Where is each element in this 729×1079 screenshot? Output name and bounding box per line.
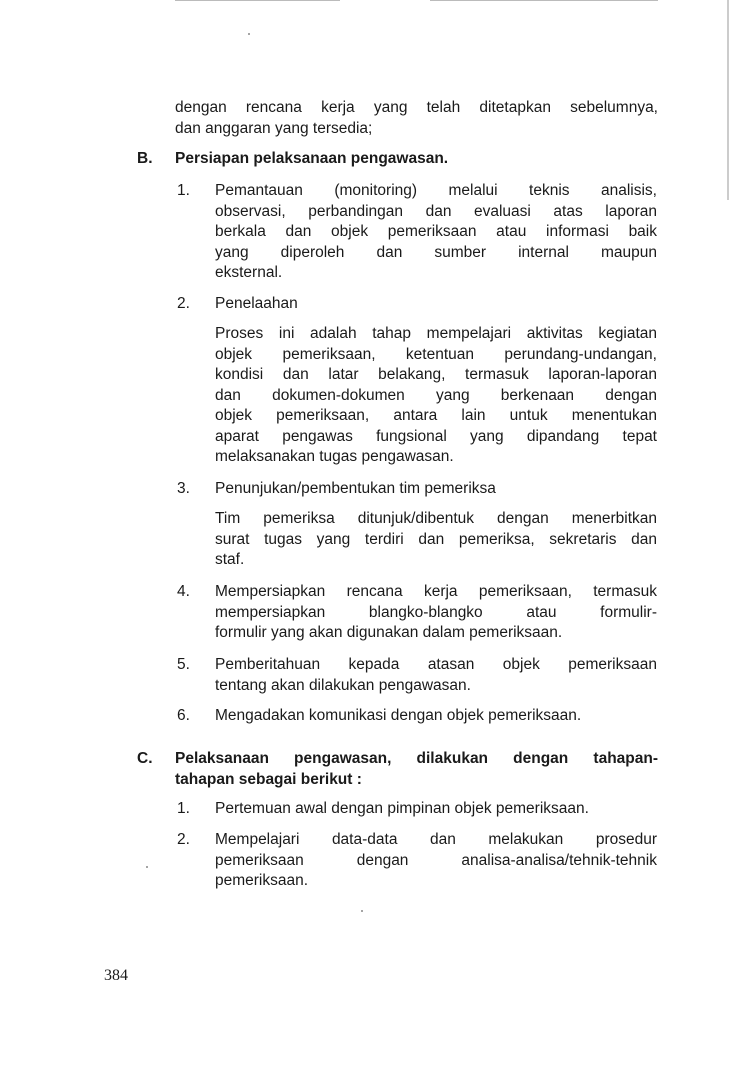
item-number: 2. xyxy=(177,831,190,848)
list-item-b5 xyxy=(215,655,657,696)
section-c-letter: C. xyxy=(137,750,153,767)
text-line: observasi, perbandingan dan evaluasi atas laporan xyxy=(215,202,657,220)
list-item-b2-body xyxy=(215,324,657,468)
text-line: Pemantauan (monitoring) melalui teknis analisis, xyxy=(215,182,657,199)
text-line: Tim pemeriksa ditunjuk/dibentuk dengan menerbitkan xyxy=(215,510,657,527)
text-line: Pemberitahuan kepada atasan objek pemeriksaan xyxy=(215,656,657,673)
text-line: staf. xyxy=(215,551,245,568)
text-line: aparat pengawas fungsional yang dipandang tepat xyxy=(215,427,657,445)
text-line: tentang akan dilakukan pengawasan. xyxy=(215,676,471,694)
text-line: berkala dan objek pemeriksaan atau informasi baik xyxy=(215,223,657,240)
text-line: dan dokumen-dokumen yang berkenaan dengan xyxy=(215,386,657,404)
item-number: 1. xyxy=(177,182,190,199)
item-number: 6. xyxy=(177,707,190,724)
scan-speck xyxy=(361,910,363,912)
text-line: objek pemeriksaan, ketentuan perundang-undangan, xyxy=(215,345,657,363)
text-line: dengan rencana kerja yang telah ditetapkan sebelumnya, xyxy=(175,99,658,116)
text-line: Pertemuan awal dengan pimpinan objek pemeriksaan. xyxy=(215,800,589,817)
top-scan-line-right xyxy=(430,0,658,1)
scan-speck xyxy=(146,866,148,868)
text-line: pemeriksaan. xyxy=(215,872,309,889)
item-number: 3. xyxy=(177,480,190,497)
intro-paragraph xyxy=(175,98,658,139)
item-number: 2. xyxy=(177,295,190,312)
item-number: 4. xyxy=(177,583,190,600)
list-item-c1 xyxy=(215,799,657,820)
text-line: pemeriksaan dengan analisa-analisa/tehnik-tehnik xyxy=(215,851,657,869)
text-line: Mengadakan komunikasi dengan objek pemeriksaan. xyxy=(215,707,582,724)
text-line: Mempelajari data-data dan melakukan prosedur xyxy=(215,831,657,848)
text-line: dan anggaran yang tersedia; xyxy=(175,119,373,137)
text-line: tahapan sebagai berikut : xyxy=(175,770,362,788)
section-c-heading xyxy=(175,749,658,790)
text-line: kondisi dan latar belakang, termasuk laporan-laporan xyxy=(215,366,657,383)
list-item-b1 xyxy=(215,181,657,284)
text-line: surat tugas yang terdiri dan pemeriksa, sekretaris dan xyxy=(215,530,657,548)
text-line: yang diperoleh dan sumber internal maupun xyxy=(215,243,657,261)
item-title: Penunjukan/pembentukan tim pemeriksa xyxy=(215,480,496,497)
section-b-heading: Persiapan pelaksanaan pengawasan. xyxy=(175,150,449,167)
text-line: Mempersiapkan rencana kerja pemeriksaan, termasuk xyxy=(215,583,657,600)
list-item-b4 xyxy=(215,582,657,644)
text-line: eksternal. xyxy=(215,264,283,281)
text-line: Pelaksanaan pengawasan, dilakukan dengan tahapan- xyxy=(175,750,658,767)
item-title: Penelaahan xyxy=(215,295,298,312)
text-line: objek pemeriksaan, antara lain untuk menentukan xyxy=(215,407,657,424)
list-item-b3-body xyxy=(215,509,657,571)
text-line: Proses ini adalah tahap mempelajari aktivitas kegiatan xyxy=(215,325,657,342)
text-line: melaksanakan tugas pengawasan. xyxy=(215,448,454,465)
item-number: 1. xyxy=(177,800,190,817)
top-scan-line-left xyxy=(175,0,340,1)
scan-speck xyxy=(248,33,250,35)
list-item-c2 xyxy=(215,830,657,892)
section-b-letter: B. xyxy=(137,150,153,167)
page-number: 384 xyxy=(104,967,128,984)
list-item-b6 xyxy=(215,706,657,727)
item-number: 5. xyxy=(177,656,190,673)
text-line: mempersiapkan blangko-blangko atau formulir- xyxy=(215,603,657,621)
text-line: formulir yang akan digunakan dalam pemeriksaan. xyxy=(215,624,563,641)
